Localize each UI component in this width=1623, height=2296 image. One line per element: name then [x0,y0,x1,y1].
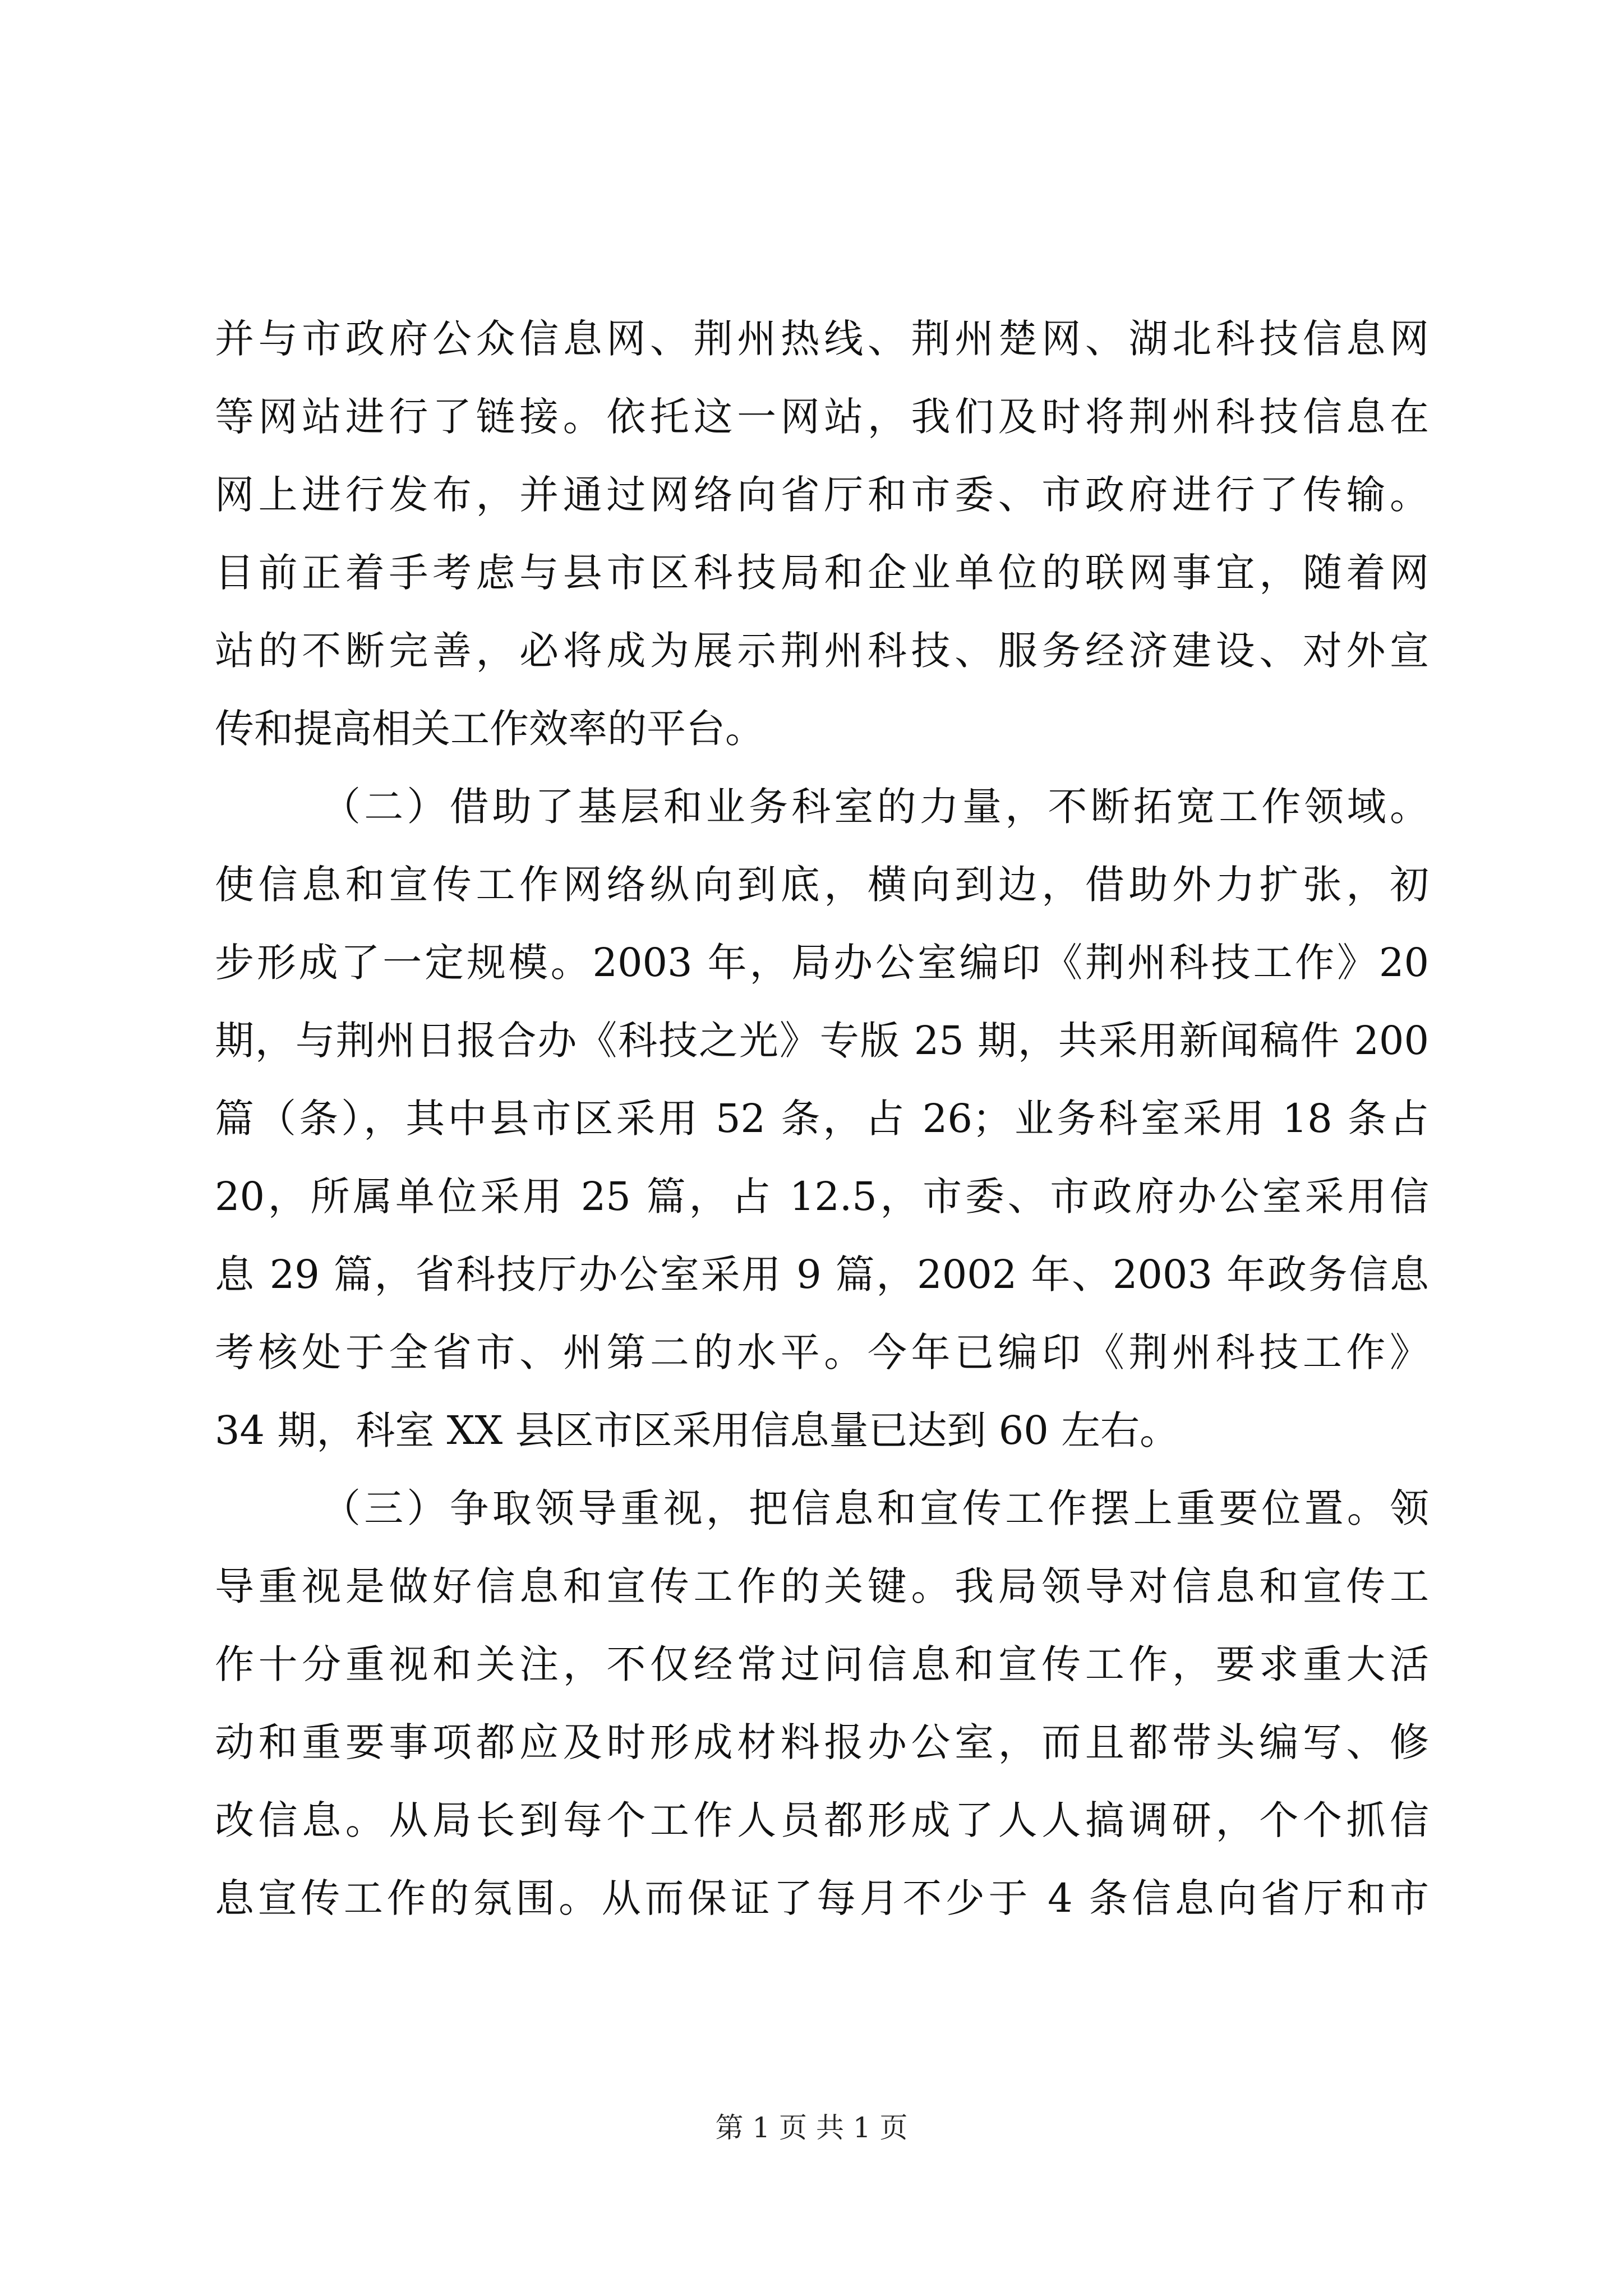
text-line: 传和提高相关工作效率的平台。 [215,706,764,752]
text-line: 步形成了一定规模。2003 年，局办公室编印《荆州科技工作》20 [215,940,1429,986]
text-line: 改信息。从局长到每个工作人员都形成了人人搞调研，个个抓信 [215,1797,1429,1843]
text-line: 网上进行发布，并通过网络向省厅和市委、市政府进行了传输。 [215,472,1429,518]
text-line: 期，与荆州日报合办《科技之光》专版 25 期，共采用新闻稿件 200 [215,1018,1429,1064]
text-line: 并与市政府公众信息网、荆州热线、荆州楚网、湖北科技信息网 [215,316,1429,362]
text-line: 站的不断完善，必将成为展示荆州科技、服务经济建设、对外宣 [215,628,1429,674]
paragraph-heading-line: （三）争取领导重视，把信息和宣传工作摆上重要位置。领 [321,1485,1429,1531]
text-line: 34 期，科室 XX 县区市区采用信息量已达到 60 左右。 [215,1407,1179,1453]
text-line: 篇（条），其中县市区采用 52 条，占 26；业务科室采用 18 条占 [215,1096,1429,1142]
text-line: 等网站进行了链接。依托这一网站，我们及时将荆州科技信息在 [215,394,1429,440]
text-line: 目前正着手考虑与县市区科技局和企业单位的联网事宜，随着网 [215,550,1429,596]
paragraph-heading-line: （二）借助了基层和业务科室的力量，不断拓宽工作领域。 [321,784,1429,830]
document-body [215,300,1429,1938]
text-line: 使信息和宣传工作网络纵向到底，横向到边，借助外力扩张，初 [215,862,1429,908]
text-line: 20，所属单位采用 25 篇，占 12.5，市委、市政府办公室采用信 [215,1174,1429,1220]
text-line: 息 29 篇，省科技厅办公室采用 9 篇，2002 年、2003 年政务信息 [215,1251,1429,1297]
text-line: 作十分重视和关注，不仅经常过问信息和宣传工作，要求重大活 [215,1641,1429,1687]
text-line: 考核处于全省市、州第二的水平。今年已编印《荆州科技工作》 [215,1329,1429,1375]
text-line: 动和重要事项都应及时形成材料报办公室，而且都带头编写、修 [215,1719,1429,1765]
page-footer: 第 1 页 共 1 页 [715,2111,908,2144]
text-line: 息宣传工作的氛围。从而保证了每月不少于 4 条信息向省厅和市 [215,1875,1429,1921]
text-line: 导重视是做好信息和宣传工作的关键。我局领导对信息和宣传工 [215,1563,1429,1609]
